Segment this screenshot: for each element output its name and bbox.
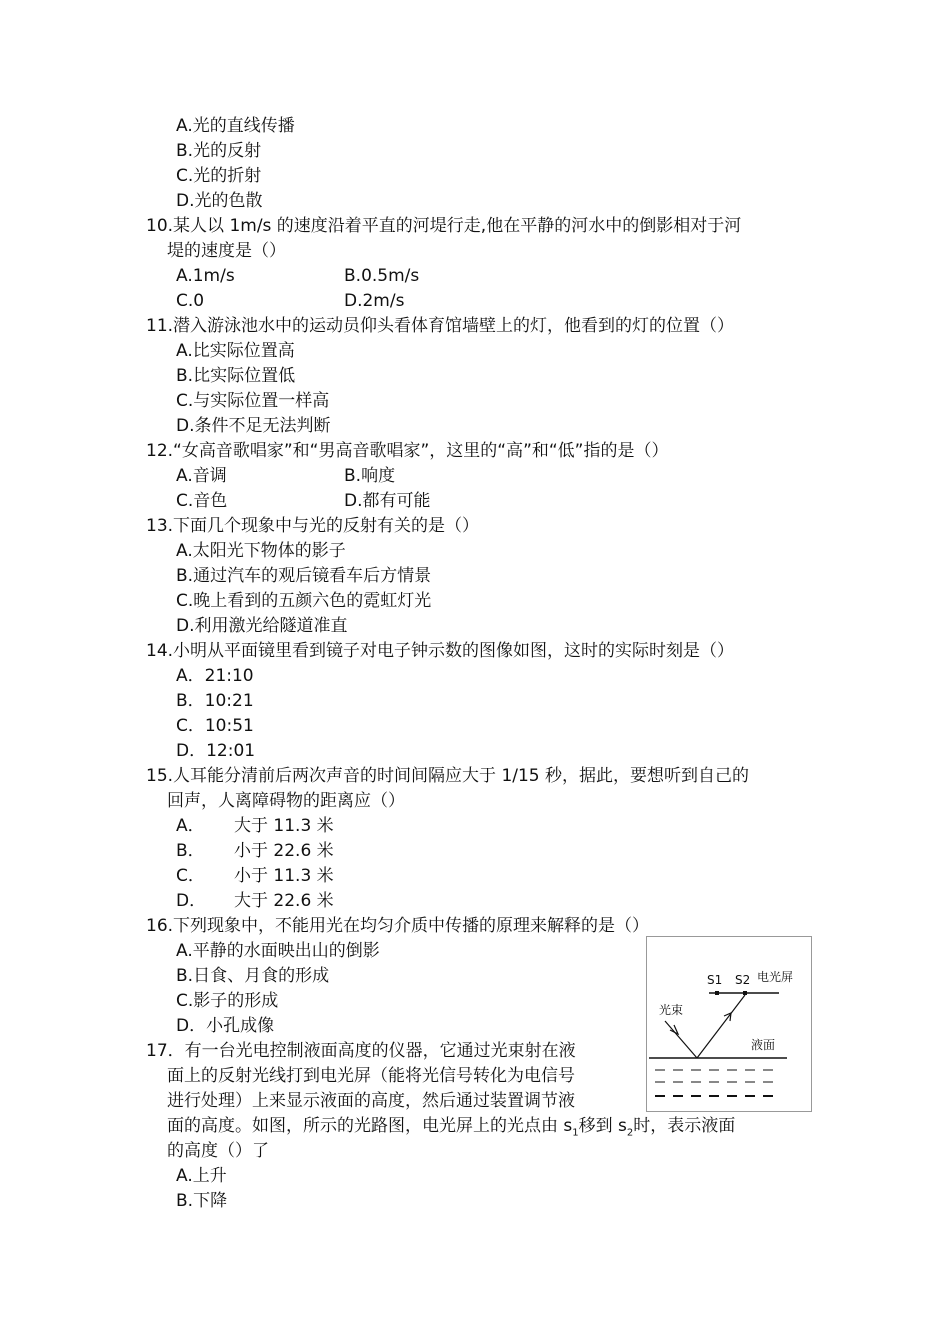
subscript-1: 1	[572, 1127, 579, 1139]
q11-option-b: B.比实际位置低	[176, 366, 296, 386]
q12-option-a: A.音调	[176, 466, 227, 486]
incident-ray	[665, 1021, 697, 1058]
q17-line4-pre: 面的高度。如图，所示的光路图，电光屏上的光点由 s	[167, 1116, 573, 1136]
q10-option-c: C.0	[176, 291, 205, 311]
q16-option-a: A.平静的水面映出山的倒影	[176, 941, 380, 961]
q9-option-d: D.光的色散	[176, 191, 263, 211]
s1-label: S1	[707, 973, 723, 987]
beam-label: 光束	[659, 1003, 684, 1017]
q13-stem: 13.下面几个现象中与光的反射有关的是（）	[146, 516, 480, 536]
s1-point	[715, 991, 719, 995]
option-text: 大于 11.3 米	[234, 816, 334, 836]
q11-stem: 11.潜入游泳池水中的运动员仰头看体育馆墙壁上的灯，他看到的灯的位置（）	[146, 316, 735, 336]
q12-option-c: C.音色	[176, 491, 228, 511]
q17-stem-line5: 的高度（）了	[167, 1141, 269, 1161]
q14-option-b: B．10:21	[176, 691, 254, 711]
q15-option-a	[176, 814, 334, 838]
option-label: D．	[176, 891, 207, 911]
s2-label: S2	[735, 973, 751, 987]
q17-stem-line3: 进行处理）上来显示液面的高度，然后通过装置调节液	[167, 1091, 575, 1111]
optical-path-diagram	[646, 936, 812, 1112]
option-label: C．	[176, 866, 205, 886]
q10-option-d: D.2m/s	[344, 291, 405, 311]
q16-option-c: C.影子的形成	[176, 991, 279, 1011]
q10-option-b: B.0.5m/s	[344, 266, 420, 286]
q13-option-d: D.利用激光给隧道准直	[176, 616, 348, 636]
q12-option-d: D.都有可能	[344, 491, 431, 511]
s2-point	[743, 991, 747, 995]
q13-option-c: C.晚上看到的五颜六色的霓虹灯光	[176, 591, 432, 611]
q13-option-a: A.太阳光下物体的影子	[176, 541, 346, 561]
q17-stem-line1: 17．有一台光电控制液面高度的仪器，它通过光束射在液	[146, 1041, 576, 1061]
q15-stem-line1: 15.人耳能分清前后两次声音的时间间隔应大于 1/15 秒，据此，要想听到自己的	[146, 766, 750, 786]
q17-stem-line2: 面上的反射光线打到电光屏（能将光信号转化为电信号	[167, 1066, 575, 1086]
q15-option-c	[176, 864, 334, 888]
q14-stem: 14.小明从平面镜里看到镜子对电子钟示数的图像如图，这时的实际时刻是（）	[146, 641, 735, 661]
q13-option-b: B.通过汽车的观后镜看车后方情景	[176, 566, 432, 586]
option-text: 大于 22.6 米	[234, 891, 334, 911]
arrow-down-icon	[670, 1025, 678, 1034]
q12-option-b: B.响度	[344, 466, 396, 486]
q17-line4-mid: 移到 s	[578, 1116, 627, 1136]
surface-label: 液面	[751, 1038, 776, 1052]
q10-option-a: A.1m/s	[176, 266, 235, 286]
q9-option-a: A.光的直线传播	[176, 116, 295, 136]
q9-option-c: C.光的折射	[176, 166, 262, 186]
q11-option-c: C.与实际位置一样高	[176, 391, 330, 411]
q14-option-c: C．10:51	[176, 716, 254, 736]
option-label: A．	[176, 816, 205, 836]
q9-option-b: B.光的反射	[176, 141, 262, 161]
q12-stem: 12.“女高音歌唱家”和“男高音歌唱家”，这里的“高”和“低”指的是（）	[146, 441, 669, 461]
q14-option-d: D．12:01	[176, 741, 256, 761]
q17-option-b: B.下降	[176, 1191, 228, 1211]
q15-option-b	[176, 839, 334, 863]
option-label: B．	[176, 841, 205, 861]
reflected-ray	[697, 995, 745, 1058]
option-text: 小于 22.6 米	[234, 841, 334, 861]
q10-stem-line2: 堤的速度是（）	[167, 241, 286, 261]
q15-option-d	[176, 889, 334, 913]
q16-option-d: D．小孔成像	[176, 1016, 275, 1036]
q14-option-a: A．21:10	[176, 666, 254, 686]
screen-label: 电光屏	[757, 970, 794, 984]
q16-stem: 16.下列现象中，不能用光在均匀介质中传播的原理来解释的是（）	[146, 916, 650, 936]
q11-option-a: A.比实际位置高	[176, 341, 295, 361]
q11-option-d: D.条件不足无法判断	[176, 416, 331, 436]
q10-stem-line1: 10.某人以 1m/s 的速度沿着平直的河堤行走,他在平静的河水中的倒影相对于河	[146, 216, 742, 236]
subscript-2: 2	[626, 1127, 634, 1139]
option-text: 小于 11.3 米	[234, 866, 334, 886]
q17-line4-post: 时，表示液面	[633, 1116, 736, 1136]
q17-option-a: A.上升	[176, 1166, 227, 1186]
q15-stem-line2: 回声，人离障碍物的距离应（）	[167, 791, 405, 811]
q16-option-b: B.日食、月食的形成	[176, 966, 330, 986]
